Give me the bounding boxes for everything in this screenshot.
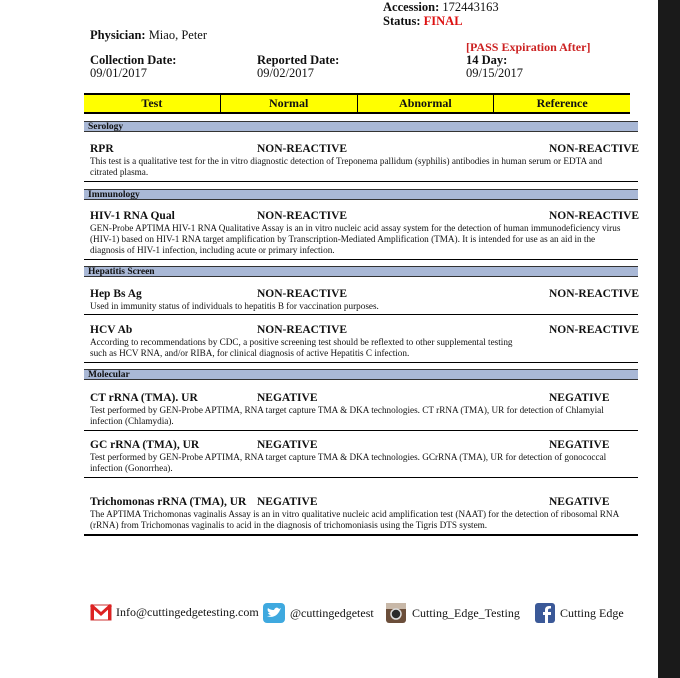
desc-line: such as HCV RNA, and/or RIBA, for clinical diagnosis of active Hepatitis C infection. xyxy=(90,348,410,358)
desc-line: GEN-Probe APTIMA HIV-1 RNA Qualitative Assay is an in vitro nucleic acid assay system for the detection of human immunodeficiency virus xyxy=(90,223,621,233)
instagram-text: Cutting_Edge_Testing xyxy=(412,605,520,620)
accession xyxy=(383,0,499,15)
collection-date: 09/01/2017 xyxy=(90,66,147,80)
test-name: RPR xyxy=(90,143,114,155)
desc-line: Used in immunity status of individuals to hepatitis B for vaccination purposes. xyxy=(90,301,379,311)
desc-line: (HIV-1) based on HIV-1 RNA target amplification by Transcription-Mediated Amplification (TMA). It is intended for use as an aid in the xyxy=(90,234,596,244)
desc-line: The APTIMA Trichomonas vaginalis Assay is an in vitro qualitative nucleic acid amplification test (NAAT) for the detection of ribosomal RNA xyxy=(90,509,620,519)
desc-line: Test performed by GEN-Probe APTIMA, RNA target capture TMA & DKA technologies. GCrRNA (TMA), UR for detection of gonococcal xyxy=(90,452,607,462)
reported-label: Reported Date: xyxy=(257,53,340,67)
test-description xyxy=(90,223,635,256)
pass-expiration: [PASS Expiration After] xyxy=(466,40,591,54)
test-normal: NON-REACTIVE xyxy=(257,324,348,336)
desc-line: Test performed by GEN-Probe APTIMA, RNA target capture TMA & DKA technologies. CT rRNA (TMA), UR for detection of Chlamyial xyxy=(90,405,604,415)
test-name: CT rRNA (TMA). UR xyxy=(90,392,198,404)
email-text: Info@cuttingedgetesting.com xyxy=(116,604,259,619)
col-test: Test xyxy=(141,96,163,110)
divider xyxy=(84,362,638,363)
test-description xyxy=(90,452,635,474)
desc-line: (rRNA) from Trichomonas vaginalis to acid in the diagnosis of trichomoniasis using the Tigris DTS system. xyxy=(90,520,488,530)
test-reference: NEGATIVE xyxy=(549,392,610,404)
test-reference: NEGATIVE xyxy=(549,496,610,508)
test-normal: NON-REACTIVE xyxy=(257,288,348,300)
divider xyxy=(84,430,638,431)
desc-line: citrated plasma. xyxy=(90,167,149,177)
test-description xyxy=(90,156,635,178)
accession-label: Accession: xyxy=(383,0,440,14)
divider xyxy=(84,314,638,315)
divider xyxy=(84,259,638,260)
col-abnormal: Abnormal xyxy=(357,95,494,112)
section-molecular: Molecular xyxy=(84,369,638,380)
pass-days: 14 Day: xyxy=(466,53,508,67)
reported-date: 09/02/2017 xyxy=(257,66,314,80)
divider xyxy=(84,477,638,478)
test-name: Hep Bs Ag xyxy=(90,288,142,300)
status xyxy=(383,14,463,29)
results-table-header xyxy=(84,93,630,114)
desc-line: infection (Gonorrhea). xyxy=(90,463,173,473)
test-reference: NON-REACTIVE xyxy=(549,210,640,222)
physician-label: Physician: xyxy=(90,28,146,42)
desc-line: diagnosis of HIV-1 infection, including acute or primary infection. xyxy=(90,245,335,255)
pass-date: 09/15/2017 xyxy=(466,66,523,80)
test-reference: NON-REACTIVE xyxy=(549,288,640,300)
accession-value: 172443163 xyxy=(442,0,499,14)
test-reference: NON-REACTIVE xyxy=(549,143,640,155)
test-normal: NEGATIVE xyxy=(257,496,318,508)
divider xyxy=(84,534,638,536)
desc-line: infection (Chlamydia). xyxy=(90,416,174,426)
col-reference: Reference xyxy=(493,95,630,112)
footer-email[interactable] xyxy=(90,602,259,622)
status-label: Status: xyxy=(383,14,421,28)
test-description xyxy=(90,405,635,427)
test-reference: NEGATIVE xyxy=(549,439,610,451)
gmail-icon xyxy=(90,602,112,622)
section-immunology: Immunology xyxy=(84,189,638,200)
desc-line: According to recommendations by CDC, a positive screening test should be reflexted to other supplemental testing xyxy=(90,337,513,347)
twitter-text: @cuttingedgetest xyxy=(290,605,374,620)
collection-label: Collection Date: xyxy=(90,53,177,67)
footer-instagram[interactable] xyxy=(384,602,520,624)
desc-line: This test is a qualitative test for the in vitro diagnostic detection of Treponema pallidum (syphilis) antibodies in human serum or EDTA and xyxy=(90,156,603,166)
test-name: HCV Ab xyxy=(90,324,133,336)
physician-value: Miao, Peter xyxy=(148,28,208,42)
facebook-icon xyxy=(534,602,556,624)
test-normal: NON-REACTIVE xyxy=(257,210,348,222)
screen-edge xyxy=(658,0,680,678)
test-name: Trichomonas rRNA (TMA), UR xyxy=(90,496,247,508)
instagram-icon xyxy=(384,602,408,624)
col-normal: Normal xyxy=(220,95,357,112)
facebook-text: Cutting Edge xyxy=(560,605,624,620)
twitter-icon xyxy=(262,602,286,624)
footer-twitter[interactable] xyxy=(262,602,374,624)
test-name: GC rRNA (TMA), UR xyxy=(90,439,200,451)
test-reference: NON-REACTIVE xyxy=(549,324,640,336)
test-normal: NON-REACTIVE xyxy=(257,143,348,155)
test-description xyxy=(90,301,635,312)
section-hepatitis: Hepatitis Screen xyxy=(84,266,638,277)
test-description xyxy=(90,337,635,359)
test-description xyxy=(90,509,635,531)
test-normal: NEGATIVE xyxy=(257,392,318,404)
physician xyxy=(90,28,207,43)
test-normal: NEGATIVE xyxy=(257,439,318,451)
divider xyxy=(84,181,638,182)
status-value: FINAL xyxy=(423,14,463,28)
section-serology: Serology xyxy=(84,121,638,132)
footer-facebook[interactable] xyxy=(534,602,624,624)
test-name: HIV-1 RNA Qual xyxy=(90,210,175,222)
